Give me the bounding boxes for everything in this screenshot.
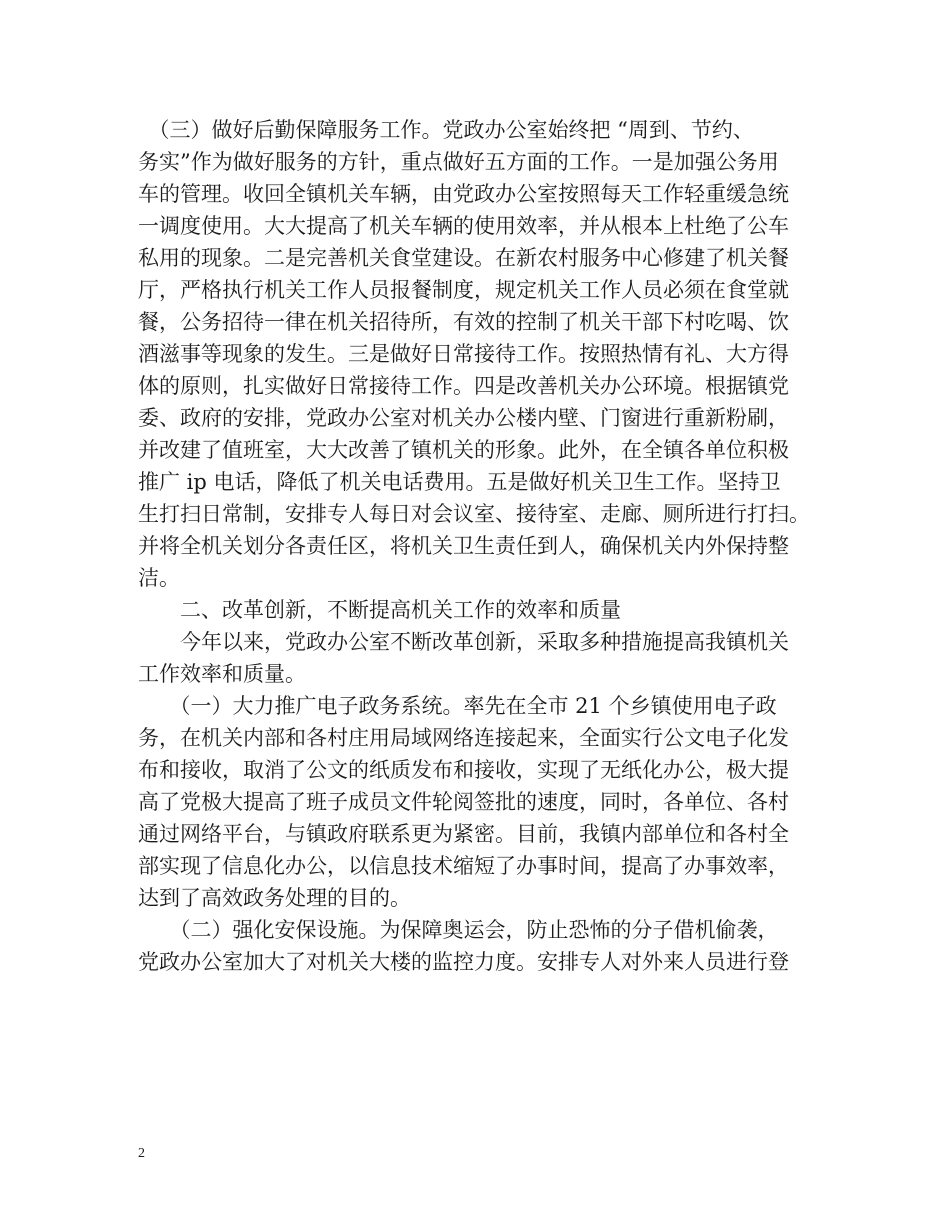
section-heading: 二、改革创新，不断提高机关工作的效率和质量 [138,598,621,622]
text-line: 达到了高效政务处理的目的。 [138,886,411,910]
text-line: 并将全机关划分各责任区，将机关卫生责任到人，确保机关内外保持整 [138,534,789,558]
text-line: 体的原则，扎实做好日常接待工作。四是改善机关办公环境。根据镇党 [138,374,789,398]
text-line: （三）做好后勤保障服务工作。党政办公室始终把 “周到、节约、 [138,118,754,142]
text-line: 通过网络平台，与镇政府联系更为紧密。目前，我镇内部单位和各村全 [138,822,789,846]
text-line: 酒滋事等现象的发生。三是做好日常接待工作。按照热情有礼、大方得 [138,342,789,366]
text-line: （一）大力推广电子政务系统。率先在全市 21 个乡镇使用电子政 [138,694,777,718]
text-line: 高了党极大提高了班子成员文件轮阅签批的速度，同时，各单位、各村 [138,790,789,814]
page-number: 2 [138,1146,145,1161]
text-line: 推广 ip 电话，降低了机关电话费用。五是做好机关卫生工作。坚持卫 [138,470,781,494]
text-line: 委、政府的安排，党政办公室对机关办公楼内壁、门窗进行重新粉刷， [138,406,789,430]
text-line: （二）强化安保设施。为保障奥运会，防止恐怖的分子借机偷袭， [138,918,779,942]
text-line: 工作效率和质量。 [138,662,306,686]
text-line: 一调度使用。大大提高了机关车辆的使用效率，并从根本上杜绝了公车 [138,214,789,238]
text-line: 今年以来，党政办公室不断改革创新，采取多种措施提高我镇机关 [138,630,789,654]
document-body [138,114,828,978]
text-line: 部实现了信息化办公，以信息技术缩短了办事时间，提高了办事效率， [138,854,789,878]
text-line: 并改建了值班室，大大改善了镇机关的形象。此外，在全镇各单位积极 [138,438,789,462]
text-line: 厅，严格执行机关工作人员报餐制度，规定机关工作人员必须在食堂就 [138,278,789,302]
text-line: 车的管理。收回全镇机关车辆，由党政办公室按照每天工作轻重缓急统 [138,182,789,206]
text-line: 务实”作为做好服务的方针，重点做好五方面的工作。一是加强公务用 [138,150,779,174]
text-line: 布和接收，取消了公文的纸质发布和接收，实现了无纸化办公，极大提 [138,758,789,782]
text-line: 务，在机关内部和各村庄用局域网络连接起来，全面实行公文电子化发 [138,726,789,750]
text-line: 生打扫日常制，安排专人每日对会议室、接待室、走廊、厕所进行打扫。 [138,502,810,526]
text-line: 餐，公务招待一律在机关招待所，有效的控制了机关干部下村吃喝、饮 [138,310,789,334]
text-line: 私用的现象。二是完善机关食堂建设。在新农村服务中心修建了机关餐 [138,246,789,270]
text-line: 党政办公室加大了对机关大楼的监控力度。安排专人对外来人员进行登 [138,950,789,974]
text-line: 洁。 [138,566,180,590]
